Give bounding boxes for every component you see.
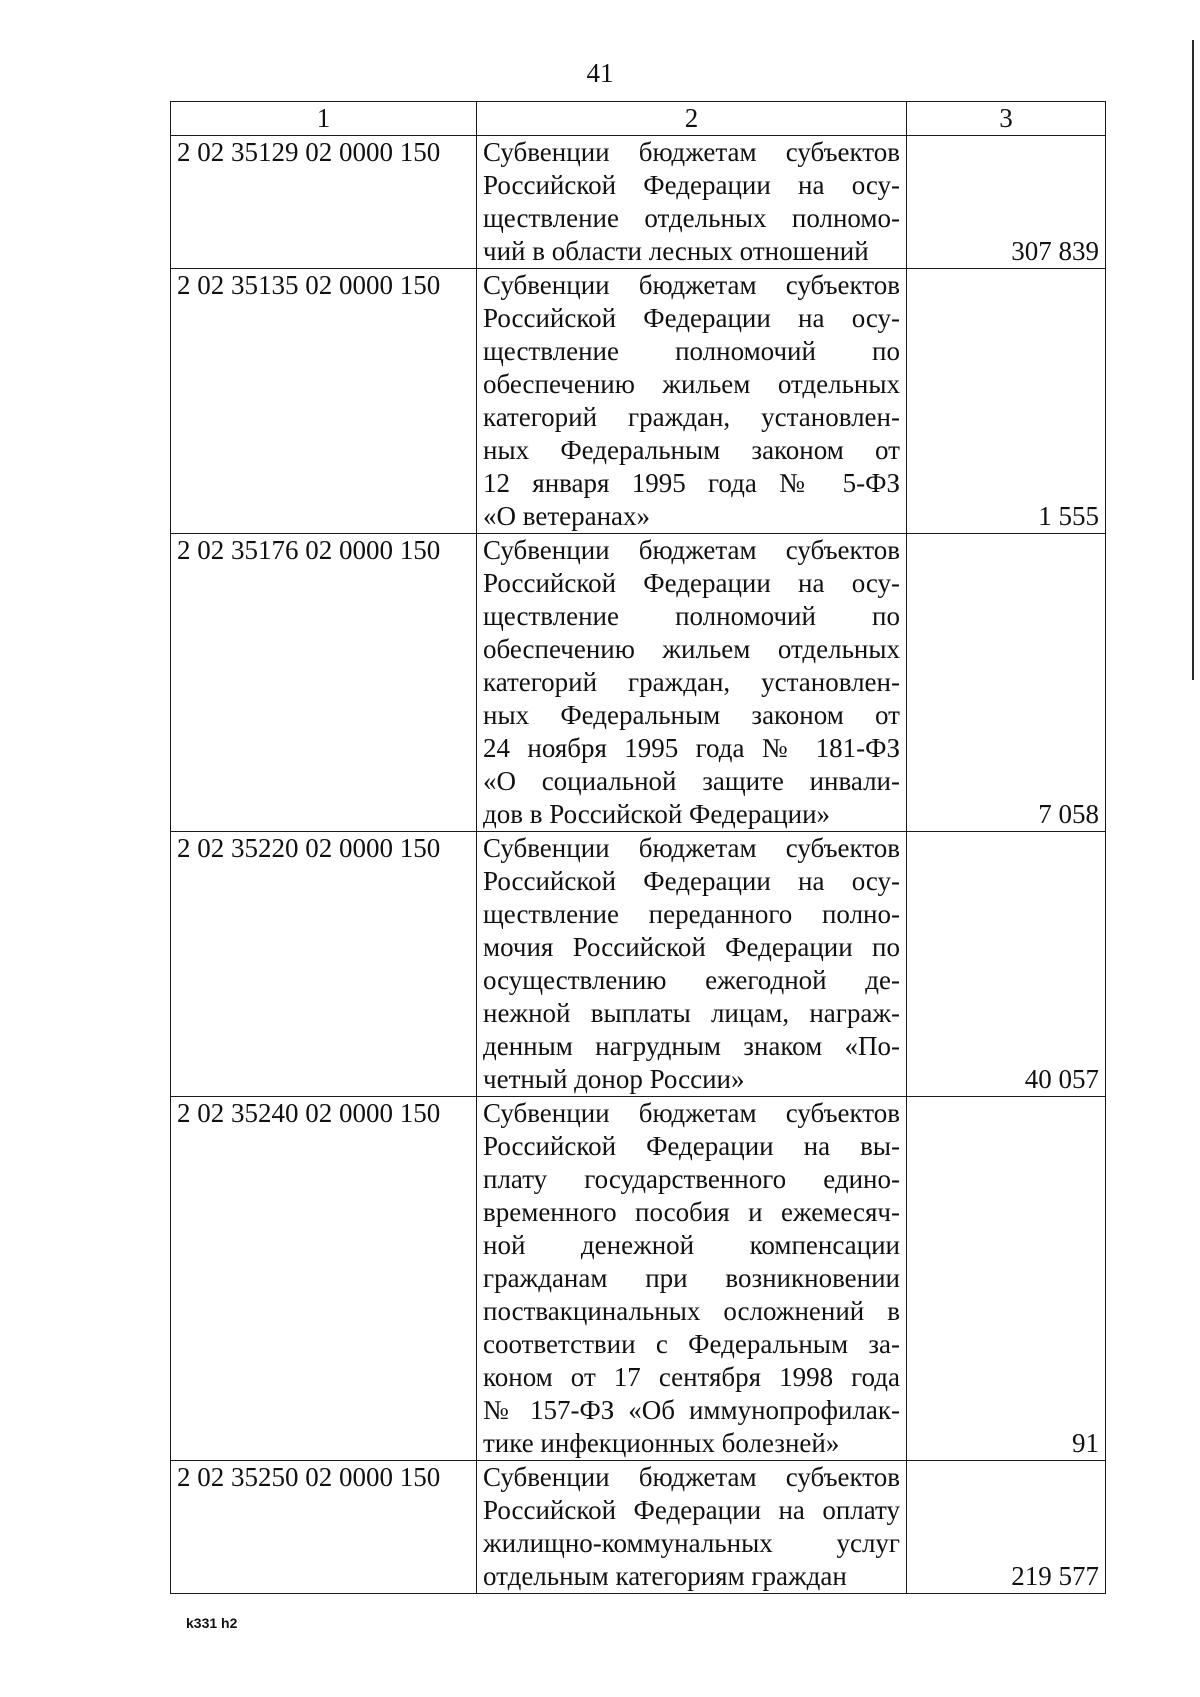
- description-line: ществление отдельных полномо-: [483, 203, 900, 233]
- description-line: Российской Федерации на осу-: [483, 303, 900, 333]
- row-amount: 307 839: [907, 136, 1106, 269]
- description-line: категорий граждан, установлен-: [483, 667, 900, 697]
- description-line: № 157-ФЗ «Об иммунопрофилак-: [483, 1395, 900, 1425]
- description-line: плату государственного едино-: [483, 1164, 900, 1194]
- description-line: обеспечению жильем отдельных: [483, 369, 900, 399]
- row-description: [477, 534, 907, 832]
- description-line: Российской Федерации на осу-: [483, 866, 900, 896]
- description-line: дов в Российской Федерации»: [483, 799, 831, 829]
- description-line: Субвенции бюджетам субъектов: [483, 535, 900, 565]
- description-line: ных Федеральным законом от: [483, 700, 900, 730]
- description-line: чий в области лесных отношений: [483, 236, 869, 266]
- description-line: соответствии с Федеральным за-: [483, 1329, 900, 1359]
- description-line: «О социальной защите инвали-: [483, 766, 900, 796]
- budget-table: [170, 101, 1106, 1594]
- description-line: временного пособия и ежемесяч-: [483, 1197, 900, 1227]
- page-number: 41: [586, 58, 614, 88]
- row-description: [477, 136, 907, 269]
- column-header-amount: 3: [907, 102, 1106, 136]
- row-code: 2 02 35135 02 0000 150: [171, 269, 477, 534]
- description-line: «О ветеранах»: [483, 501, 651, 531]
- table-row: [171, 269, 1106, 534]
- description-line: Субвенции бюджетам субъектов: [483, 833, 900, 863]
- row-description: [477, 1461, 907, 1594]
- description-line: ществление переданного полно-: [483, 899, 900, 929]
- row-amount: 91: [907, 1097, 1106, 1461]
- row-description: [477, 1097, 907, 1461]
- description-line: мочия Российской Федерации по: [483, 932, 900, 962]
- row-code: 2 02 35240 02 0000 150: [171, 1097, 477, 1461]
- description-line: коном от 17 сентября 1998 года: [483, 1362, 900, 1392]
- row-amount: 219 577: [907, 1461, 1106, 1594]
- description-line: поствакцинальных осложнений в: [483, 1296, 900, 1326]
- description-line: жилищно-коммунальных услуг: [483, 1528, 900, 1558]
- description-line: Субвенции бюджетам субъектов: [483, 1462, 900, 1492]
- table-row: [171, 832, 1106, 1097]
- row-description: [477, 832, 907, 1097]
- description-line: категорий граждан, установлен-: [483, 402, 900, 432]
- scan-edge-line: [1192, 40, 1194, 680]
- row-code: 2 02 35176 02 0000 150: [171, 534, 477, 832]
- row-code: 2 02 35250 02 0000 150: [171, 1461, 477, 1594]
- description-line: обеспечению жильем отдельных: [483, 634, 900, 664]
- table-row: [171, 534, 1106, 832]
- description-line: Российской Федерации на осу-: [483, 568, 900, 598]
- description-line: ных Федеральным законом от: [483, 435, 900, 465]
- row-description: [477, 269, 907, 534]
- description-line: Российской Федерации на вы-: [483, 1131, 900, 1161]
- row-code: 2 02 35129 02 0000 150: [171, 136, 477, 269]
- description-line: Российской Федерации на осу-: [483, 170, 900, 200]
- description-line: четный донор России»: [483, 1064, 745, 1094]
- table-row: [171, 1097, 1106, 1461]
- row-amount: 7 058: [907, 534, 1106, 832]
- description-line: ществление полномочий по: [483, 601, 900, 631]
- description-line: Российской Федерации на оплату: [483, 1495, 900, 1525]
- description-line: отдельным категориям граждан: [483, 1561, 847, 1591]
- description-line: ной денежной компенсации: [483, 1230, 900, 1260]
- column-header-description: 2: [477, 102, 907, 136]
- row-amount: 40 057: [907, 832, 1106, 1097]
- column-header-code: 1: [171, 102, 477, 136]
- row-amount: 1 555: [907, 269, 1106, 534]
- description-line: 12 января 1995 года № 5-ФЗ: [483, 468, 900, 498]
- table-header-row: [171, 102, 1106, 136]
- footer-mark: k331 h2: [186, 1615, 238, 1631]
- description-line: 24 ноября 1995 года № 181-ФЗ: [483, 733, 900, 763]
- table-row: [171, 136, 1106, 269]
- row-code: 2 02 35220 02 0000 150: [171, 832, 477, 1097]
- description-line: нежной выплаты лицам, награж-: [483, 998, 900, 1028]
- description-line: ществление полномочий по: [483, 336, 900, 366]
- description-line: тике инфекционных болезней»: [483, 1428, 840, 1458]
- description-line: денным нагрудным знаком «По-: [483, 1031, 900, 1061]
- description-line: осуществлению ежегодной де-: [483, 965, 900, 995]
- description-line: Субвенции бюджетам субъектов: [483, 137, 900, 167]
- table-row: [171, 1461, 1106, 1594]
- description-line: гражданам при возникновении: [483, 1263, 900, 1293]
- description-line: Субвенции бюджетам субъектов: [483, 270, 900, 300]
- description-line: Субвенции бюджетам субъектов: [483, 1098, 900, 1128]
